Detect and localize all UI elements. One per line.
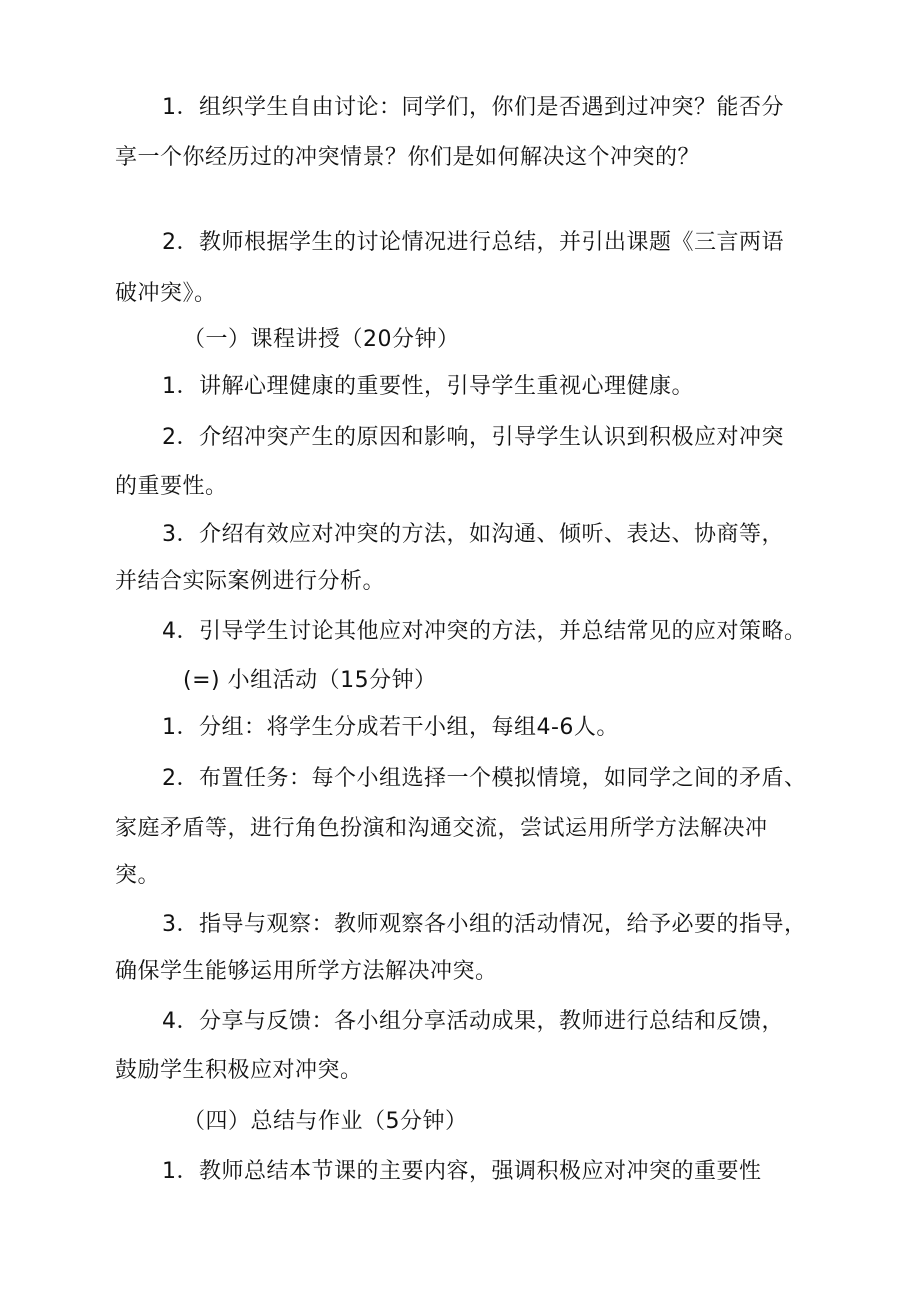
paragraph-line: 确保学生能够运用所学方法解决冲突。 bbox=[115, 959, 498, 984]
paragraph-line: 破冲突》。 bbox=[115, 281, 217, 306]
paragraph-line: 3．介绍有效应对冲突的方法，如沟通、倾听、表达、协商等， bbox=[162, 522, 784, 547]
paragraph-line: 1．分组：将学生分成若干小组，每组4-6人。 bbox=[162, 715, 619, 740]
paragraph-line: 2．布置任务：每个小组选择一个模拟情境，如同学之间的矛盾、 bbox=[162, 766, 807, 791]
paragraph-line: 3．指导与观察：教师观察各小组的活动情况，给予必要的指导， bbox=[162, 912, 807, 937]
paragraph-line: 1．组织学生自由讨论：同学们，你们是否遇到过冲突？能否分 bbox=[162, 95, 784, 120]
paragraph-line: 享一个你经历过的冲突情景？你们是如何解决这个冲突的？ bbox=[115, 145, 701, 170]
section-heading: （一）课程讲授（20分钟） bbox=[183, 327, 460, 352]
section-heading: （四）总结与作业（5分钟） bbox=[183, 1109, 468, 1134]
paragraph-line: 4．引导学生讨论其他应对冲突的方法，并总结常见的应对策略。 bbox=[162, 619, 807, 644]
paragraph-line: 并结合实际案例进行分析。 bbox=[115, 569, 386, 594]
paragraph-line: 的重要性。 bbox=[115, 474, 228, 499]
paragraph-line: 1．教师总结本节课的主要内容，强调积极应对冲突的重要性 bbox=[162, 1159, 762, 1184]
paragraph-line: 1．讲解心理健康的重要性，引导学生重视心理健康。 bbox=[162, 374, 694, 399]
paragraph-line: 2．教师根据学生的讨论情况进行总结，并引出课题《三言两语 bbox=[162, 230, 784, 255]
paragraph-line: 鼓励学生积极应对冲突。 bbox=[115, 1058, 363, 1083]
paragraph-line: 突。 bbox=[115, 863, 161, 888]
paragraph-line: 家庭矛盾等，进行角色扮演和沟通交流，尝试运用所学方法解决冲 bbox=[115, 816, 768, 841]
paragraph-line: 2．介绍冲突产生的原因和影响，引导学生认识到积极应对冲突 bbox=[162, 425, 784, 450]
section-heading: (=) 小组活动（15分钟） bbox=[183, 668, 437, 693]
paragraph-line: 4．分享与反馈：各小组分享活动成果，教师进行总结和反馈， bbox=[162, 1009, 784, 1034]
